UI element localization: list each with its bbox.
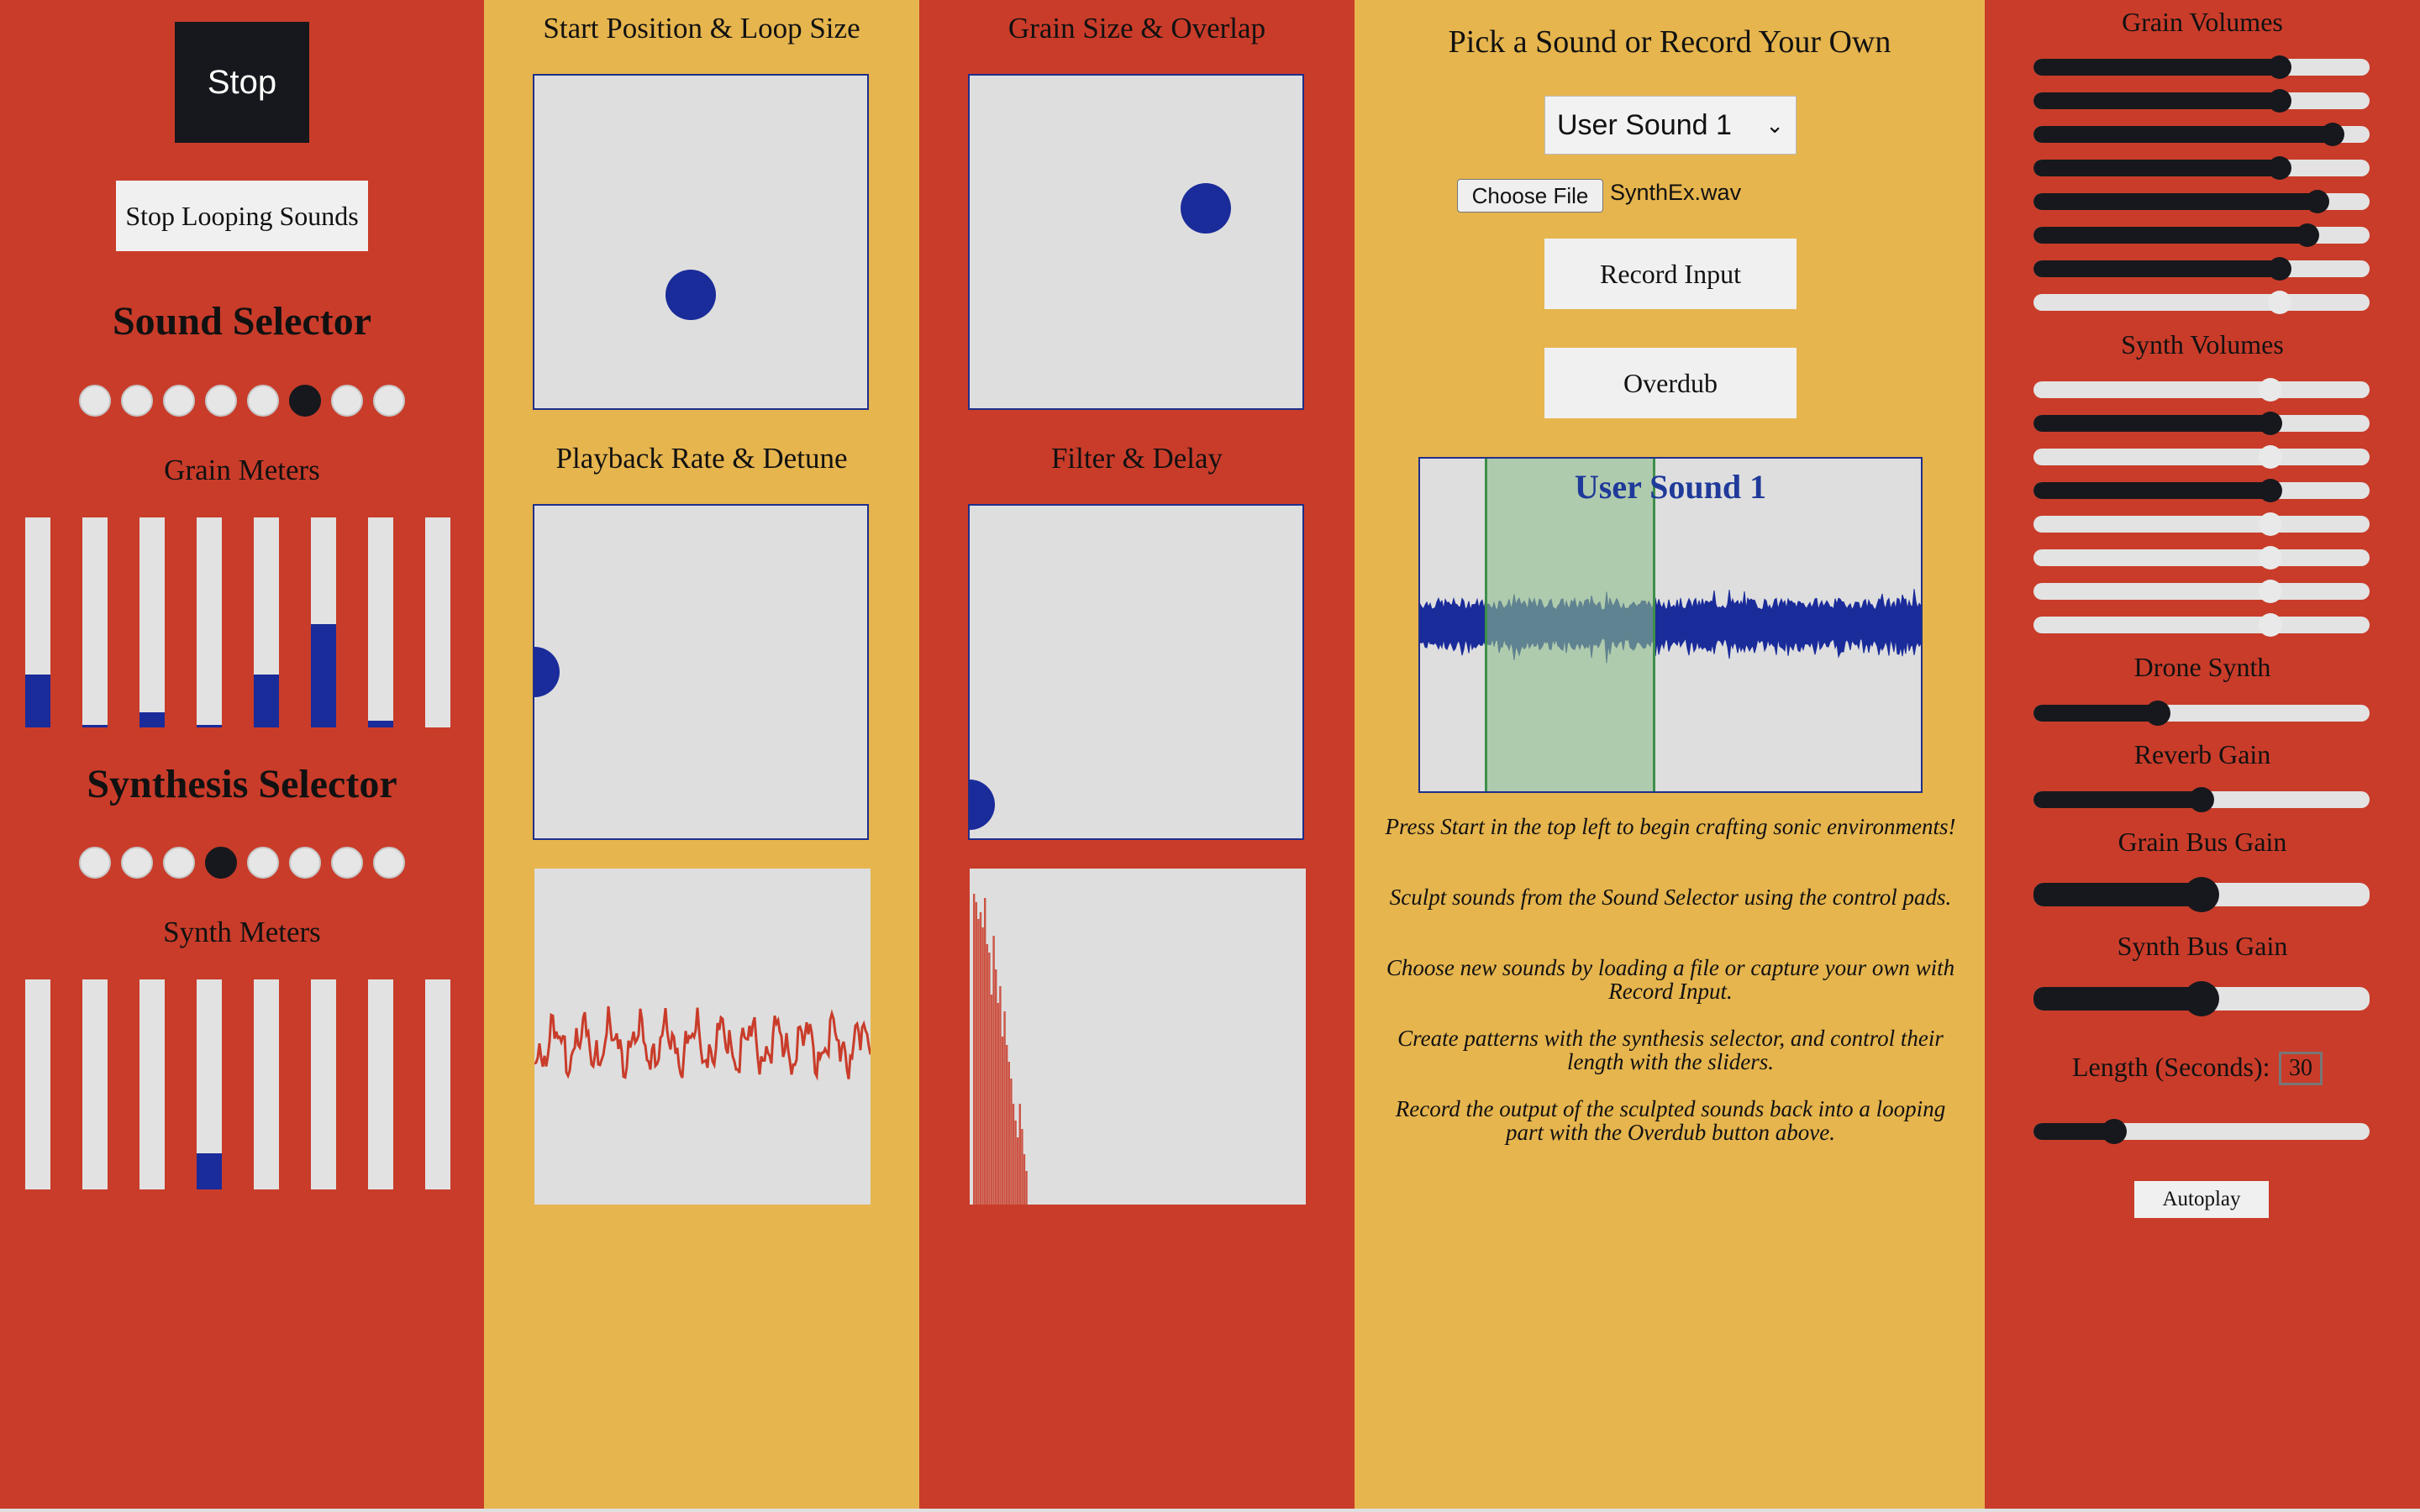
oscilloscope-trace — [534, 869, 871, 1205]
slider-thumb[interactable] — [2259, 378, 2282, 402]
sound-selector-button-2[interactable] — [121, 385, 153, 417]
spectrum-bar — [1013, 1104, 1014, 1205]
slider-track — [2033, 549, 2370, 566]
grain-meter — [197, 517, 222, 727]
slider-thumb[interactable] — [2189, 787, 2214, 812]
slider-thumb[interactable] — [2145, 701, 2170, 726]
spectrum-bar — [1021, 1129, 1023, 1205]
loop-region[interactable] — [1485, 459, 1655, 791]
grain-meter-level — [254, 675, 279, 727]
spectrum-bar — [1025, 1171, 1027, 1205]
spectrum-bar — [992, 936, 994, 1205]
grain-meter-level — [197, 725, 222, 727]
sound-select-dropdown[interactable] — [1544, 96, 1797, 155]
spectrum-bar — [995, 969, 997, 1205]
synthesis-selector-button-8[interactable] — [373, 847, 405, 879]
grain-volume-slider-5[interactable] — [2033, 190, 2370, 213]
pad-handle[interactable] — [968, 780, 995, 830]
synth-meter — [25, 979, 50, 1189]
spectrum-bars — [970, 869, 1306, 1205]
sound-selector-button-8[interactable] — [373, 385, 405, 417]
slider-fill — [2033, 126, 2333, 143]
slider-thumb[interactable] — [2259, 613, 2282, 637]
spectrum-bar — [1014, 1121, 1016, 1205]
slider-thumb[interactable] — [2268, 89, 2291, 113]
synth-meter — [368, 979, 393, 1189]
grain-bus-gain-title: Grain Bus Gain — [2118, 827, 2287, 857]
synthesis-selector-button-2[interactable] — [121, 847, 153, 879]
instruction-text: Sculpt sounds from the Sound Selector using the control pads. — [1389, 885, 1952, 910]
spectrum-bar — [1008, 1062, 1010, 1205]
slider-fill — [2033, 59, 2280, 76]
spectrum-bar — [981, 927, 983, 1205]
instruction-text: Press Start in the top left to begin crafting sonic environments! — [1385, 814, 1956, 839]
spectrum-bar — [984, 898, 986, 1205]
overdub-button[interactable]: Overdub — [1544, 348, 1797, 418]
waveform-title: User Sound 1 — [1574, 468, 1767, 506]
spectrum-bar — [991, 995, 992, 1205]
synth-meter — [311, 979, 336, 1189]
synthesis-selector-title: Synthesis Selector — [87, 762, 397, 806]
synth-volume-slider-2[interactable] — [2033, 412, 2370, 435]
spectrum-bar — [977, 919, 979, 1205]
drone-synth-title: Drone Synth — [2133, 652, 2271, 682]
synth-volume-slider-7[interactable] — [2033, 580, 2370, 603]
synth-meter — [197, 979, 222, 1189]
synthesis-selector-button-1[interactable] — [79, 847, 111, 879]
slider-fill — [2033, 415, 2270, 432]
synthesis-selector-button-3[interactable] — [163, 847, 195, 879]
spectrum-bar — [1010, 1079, 1012, 1205]
length-input[interactable]: 30 — [2279, 1052, 2323, 1085]
pad-handle[interactable] — [666, 270, 716, 320]
record-input-button[interactable]: Record Input — [1544, 239, 1797, 309]
spectrum-bar — [999, 986, 1001, 1205]
stop-looping-sounds-button[interactable]: Stop Looping Sounds — [116, 181, 368, 251]
oscilloscope — [534, 869, 871, 1205]
synth-bus-gain-title: Synth Bus Gain — [2117, 931, 2288, 961]
grain-volume-slider-6[interactable] — [2033, 223, 2370, 247]
waveform-display[interactable] — [1418, 457, 1923, 793]
choose-file-button[interactable]: Choose File — [1457, 179, 1603, 213]
slider-track — [2033, 381, 2370, 398]
slider-thumb[interactable] — [2259, 479, 2282, 502]
slider-fill — [2033, 705, 2158, 722]
synth-meter — [82, 979, 108, 1189]
sound-selector-button-6[interactable] — [289, 385, 321, 417]
slider-track — [2033, 294, 2370, 311]
grain-meter — [82, 517, 108, 727]
slider-thumb[interactable] — [2259, 445, 2282, 469]
slider-fill — [2033, 160, 2280, 176]
spectrum-bar — [1017, 1137, 1018, 1205]
grain-meter — [254, 517, 279, 727]
slider-thumb[interactable] — [2268, 291, 2291, 314]
instruction-text: Record the output of the sculpted sounds back into a looping part with the Overdub button above. — [1395, 1096, 1946, 1145]
sound-selector-button-5[interactable] — [247, 385, 279, 417]
slider-thumb[interactable] — [2259, 546, 2282, 570]
slider-thumb[interactable] — [2259, 580, 2282, 603]
synth-volumes-title: Synth Volumes — [2121, 329, 2284, 360]
slider-thumb[interactable] — [2184, 981, 2219, 1016]
slider-track — [2033, 449, 2370, 465]
spectrum-bar — [997, 1003, 999, 1205]
synth-meter — [425, 979, 450, 1189]
file-name: SynthEx.wav — [1610, 180, 1742, 205]
slider-thumb[interactable] — [2102, 1119, 2127, 1144]
spectrum-bar — [976, 902, 977, 1205]
slider-fill — [2033, 987, 2202, 1011]
slider-fill — [2033, 193, 2317, 210]
grain-meter — [425, 517, 450, 727]
length-label: Length (Seconds): — [2072, 1052, 2270, 1082]
slider-thumb[interactable] — [2268, 55, 2291, 79]
synth-meter — [254, 979, 279, 1189]
sound-select-value: User Sound 1 — [1557, 108, 1732, 141]
start-position-pad[interactable] — [533, 74, 869, 410]
sound-selector-button-7[interactable] — [331, 385, 363, 417]
slider-thumb[interactable] — [2259, 512, 2282, 536]
slider-fill — [2033, 883, 2202, 906]
spectrum-bar — [1023, 1154, 1025, 1205]
grain-volumes-title: Grain Volumes — [2122, 7, 2283, 37]
start-position-pad-title: Start Position & Loop Size — [543, 12, 860, 45]
spectrum-bar — [986, 944, 988, 1205]
grain-meter-level — [25, 675, 50, 727]
synthesis-selector-button-5[interactable] — [247, 847, 279, 879]
spectrum-analyzer — [970, 869, 1306, 1205]
filter-delay-pad-title: Filter & Delay — [1050, 442, 1223, 475]
pad-handle[interactable] — [1181, 183, 1231, 234]
grain-size-pad-title: Grain Size & Overlap — [1007, 12, 1266, 45]
grain-meters-title: Grain Meters — [164, 454, 320, 486]
grain-size-pad[interactable] — [968, 74, 1304, 410]
spectrum-bar — [980, 912, 981, 1205]
pad-handle[interactable] — [533, 647, 560, 697]
slider-thumb[interactable] — [2259, 412, 2282, 435]
synth-volume-slider-3[interactable] — [2033, 445, 2370, 469]
stop-button[interactable]: Stop — [175, 22, 309, 143]
length-slider[interactable] — [2033, 1119, 2370, 1144]
slider-track — [2033, 583, 2370, 600]
oscilloscope-line — [534, 1006, 871, 1079]
slider-fill — [2033, 92, 2280, 109]
instruction-text: Choose new sounds by loading a file or capture your own with Record Input. — [1386, 955, 1955, 1004]
grain-meter — [368, 517, 393, 727]
slider-fill — [2033, 227, 2307, 244]
grain-meter — [25, 517, 50, 727]
grain-meter-level — [139, 712, 165, 727]
grain-volume-slider-8[interactable] — [2033, 291, 2370, 314]
playback-rate-pad[interactable] — [533, 504, 869, 840]
spectrum-bar — [988, 953, 990, 1205]
grain-volume-slider-3[interactable] — [2033, 123, 2370, 146]
synth-volume-slider-6[interactable] — [2033, 546, 2370, 570]
filter-delay-pad[interactable] — [968, 504, 1304, 840]
slider-thumb[interactable] — [2268, 257, 2291, 281]
synthesis-selector-button-6[interactable] — [289, 847, 321, 879]
synth-volume-slider-1[interactable] — [2033, 378, 2370, 402]
sound-selector-title: Sound Selector — [112, 299, 371, 344]
grain-meter-level — [368, 721, 393, 727]
synth-meter — [139, 979, 165, 1189]
sound-picker-title: Pick a Sound or Record Your Own — [1448, 24, 1891, 60]
synthesis-selector-button-7[interactable] — [331, 847, 363, 879]
grain-meter — [311, 517, 336, 727]
grain-volume-slider-7[interactable] — [2033, 257, 2370, 281]
spectrum-bar — [1006, 1045, 1007, 1205]
autoplay-button[interactable]: Autoplay — [2134, 1181, 2269, 1218]
grain-volume-slider-4[interactable] — [2033, 156, 2370, 180]
grain-bus-gain-slider[interactable] — [2033, 877, 2370, 912]
reverb-gain-slider[interactable] — [2033, 787, 2370, 812]
synth-meters-title: Synth Meters — [163, 916, 321, 948]
grain-meter-level — [311, 624, 336, 727]
synthesis-selector-button-4[interactable] — [205, 847, 237, 879]
slider-track — [2033, 617, 2370, 633]
slider-fill — [2033, 260, 2280, 277]
synth-volume-slider-5[interactable] — [2033, 512, 2370, 536]
grain-meter-level — [82, 725, 108, 727]
chevron-down-icon: ⌄ — [1765, 112, 1784, 138]
slider-fill — [2033, 482, 2270, 499]
spectrum-bar — [1002, 1037, 1003, 1205]
synth-volume-slider-4[interactable] — [2033, 479, 2370, 502]
sound-selector-button-1[interactable] — [79, 385, 111, 417]
reverb-gain-title: Reverb Gain — [2133, 739, 2271, 769]
drone-synth-slider[interactable] — [2033, 701, 2370, 726]
spectrum-bar — [973, 894, 975, 1205]
spectrum-bar — [1003, 1011, 1005, 1205]
grain-meter — [139, 517, 165, 727]
synth-volume-slider-8[interactable] — [2033, 613, 2370, 637]
sound-selector-button-3[interactable] — [163, 385, 195, 417]
slider-thumb[interactable] — [2184, 877, 2219, 912]
sound-selector-button-4[interactable] — [205, 385, 237, 417]
synth-meter-level — [197, 1153, 222, 1189]
slider-track — [2033, 516, 2370, 533]
playback-rate-pad-title: Playback Rate & Detune — [555, 442, 848, 475]
slider-thumb[interactable] — [2306, 190, 2329, 213]
spectrum-bar — [1019, 1104, 1021, 1205]
slider-fill — [2033, 791, 2202, 808]
slider-thumb[interactable] — [2268, 156, 2291, 180]
instruction-text: Create patterns with the synthesis selector, and control their length with the sliders. — [1397, 1026, 1944, 1074]
grain-volume-slider-1[interactable] — [2033, 55, 2370, 79]
grain-volume-slider-2[interactable] — [2033, 89, 2370, 113]
synth-bus-gain-slider[interactable] — [2033, 981, 2370, 1016]
